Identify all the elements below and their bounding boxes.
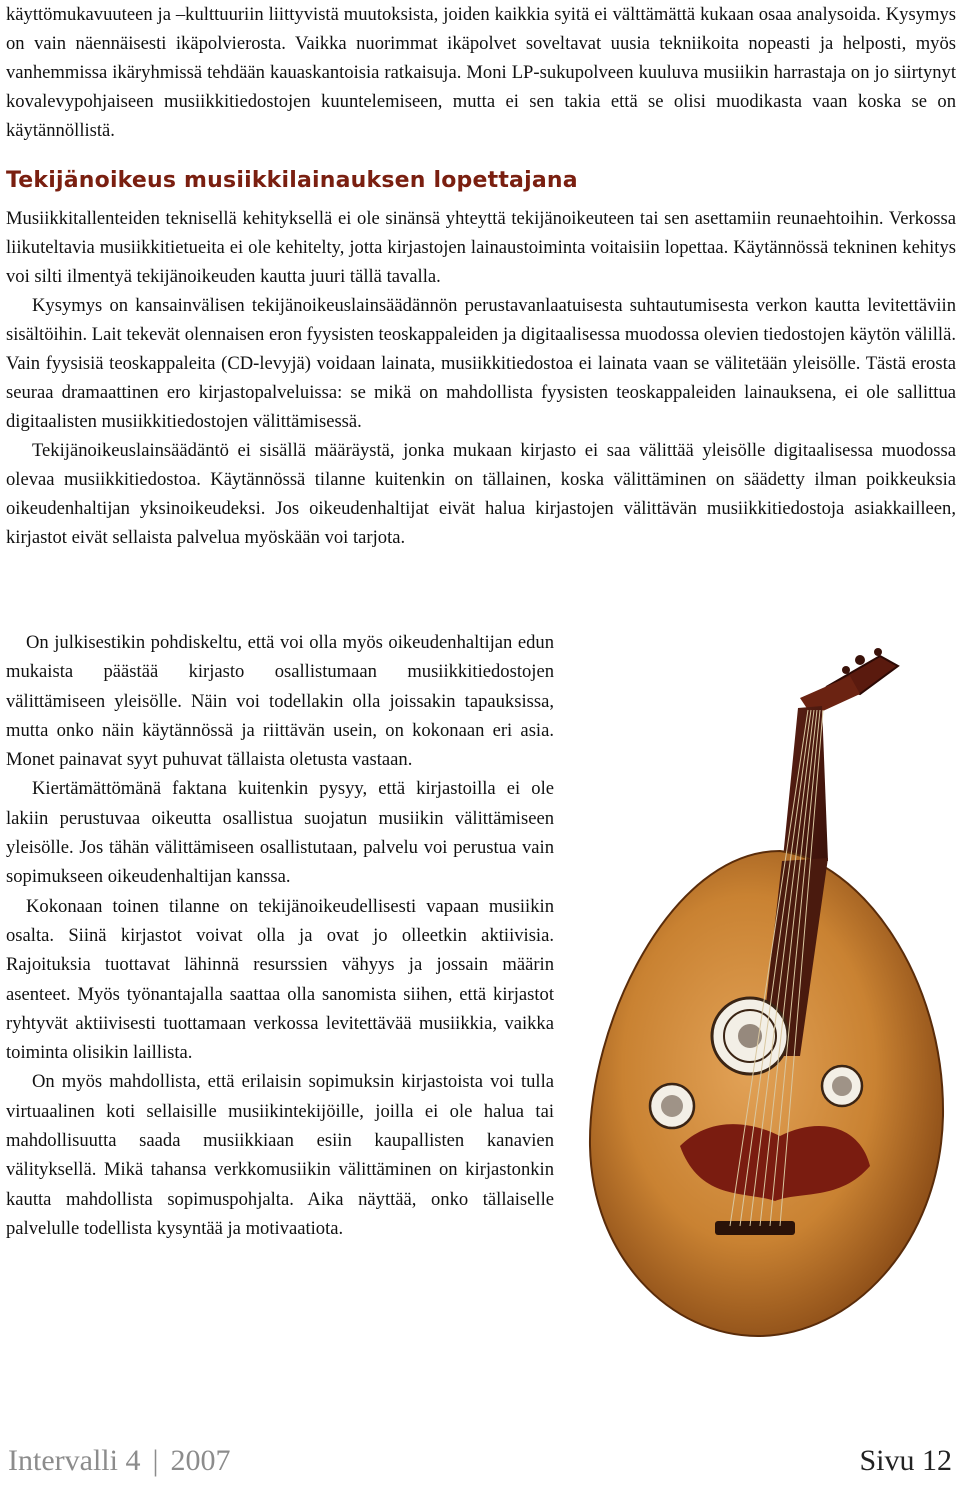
section-paragraph-3: Tekijänoikeuslainsäädäntö ei sisällä määräystä, jonka mukaan kirjasto ei saa välittää yleisölle digitaalisessa muodossa olevaa musiikkitiedostoa. Käytännössä tilanne kuitenkin on tällainen, koska välittäminen on säädetty ilman poikkeuksia oikeudenhaltijan yksinoikeudeksi. Jos oikeudenhaltijat eivät halua kirjastojen välittävän musiikkitiedostoja asiakkailleen, kirjastot eivät sellaista palvelua myöskään voi tarjota.: [6, 440, 956, 548]
section-paragraph-1: Musiikkitallenteiden teknisellä kehityksellä ei ole sinänsä yhteyttä tekijänoikeuteen tai sen asettamiin reunaehtoihin. Verkossa liikuteltavia musiikkitietueita ei ole kehitelty, jotta kirjastojen lainaustoiminta voitaisiin lopettaa. Käytännössä tekninen kehitys voi silti ilmentyä tekijänoikeuden kautta juuri tällä tavalla.: [6, 208, 956, 287]
intro-paragraph: käyttömukavuuteen ja –kulttuuriin liittyvistä muutoksista, joiden kaikkia syitä ei välttämättä kukaan osaa analysoida. Kysymys on vain näennäisesti ikäpolvierosta. Vaikka nuorimmat ikäpolvet soveltavat uusia tekniikoita nopeasti ja helposti, myös vanhemmissa ikäryhmissä tehdään kauaskantoisia ratkaisuja. Moni LP-sukupolveen kuuluva musiikin harrastaja on jo siirtynyt kovalevypohjaiseen musiikkitiedostojen kuuntelemiseen, mutta ei sen takia että se olisi muodikasta vaan koska se on käytännöllistä.: [6, 4, 956, 141]
intro-block: [6, 0, 956, 145]
column-paragraph-1: On julkisestikin pohdiskeltu, että voi olla myös oikeudenhaltijan edun mukaista päästää kirjasto osallistumaan musiikkitiedostojen välittämiseen yleisölle. Näin voi todellakin olla joissakin tapauksissa, mutta onko näin käytännössä ja riittävän usein, on kokonaan eri asia. Monet painavat syyt puhuvat tällaista oletusta vastaan.: [6, 632, 554, 771]
section-paragraph-2: Kysymys on kansainvälisen tekijänoikeuslainsäädännön perustavanlaatuisesta suhtautumisesta verkon kautta levitettäviin sisältöihin. Lait tekevät olennaisen eron fyysisten teoskappaleiden ja digitaalisessa muodossa olevien tiedostojen käytön välillä. Vain fyysisiä teoskappaleita (CD-levyjä) voidaan lainata, musiikkitiedostoa ei lainata vaan se välitetään yleisölle. Tästä erosta seuraa dramaattinen ero kirjastopalveluissa: se mikä on mahdollista fyysisten teoskappaleiden lainauksena, ei ole sallittua digitaalisten musiikkitiedostojen välittämisessä.: [6, 295, 956, 432]
column-paragraph-2: Kiertämättömänä faktana kuitenkin pysyy, että kirjastoilla ei ole lakiin perustuvaa oikeutta osallistua suojatun musiikin välittämiseen yleisölle. Jos tähän välittämiseen osallistutaan, palvelu voi perustua vain sopimukseen oikeudenhaltijan kanssa.: [6, 778, 554, 888]
oud-lute-illustration: [560, 646, 960, 1346]
section-heading: Tekijänoikeus musiikkilainauksen lopettajana: [6, 168, 578, 193]
section-body: [6, 204, 956, 552]
publication-year: 2007: [170, 1444, 231, 1477]
footer-separator: |: [152, 1444, 159, 1477]
publication-name: Intervalli 4: [8, 1444, 141, 1477]
column-paragraph-4: On myös mahdollista, että erilaisin sopimuksin kirjastoista voi tulla virtuaalinen koti sellaisille musiikintekijöille, joilla ei ole halua tai mahdollisuutta saada musiikkiaan esiin kaupallisten kanavien välityksellä. Mikä tahansa verkkomusiikin välittäminen on kirjastonkin kautta mahdollista sopimuspohjalta. Aika näyttää, onko tällaiselle palvelulle todellista kysyntää ja motivaatiota.: [6, 1071, 554, 1239]
column-paragraph-3: Kokonaan toinen tilanne on tekijänoikeudellisesti vapaan musiikin osalta. Siinä kirjastot voivat olla ja ovat jo olleetkin aktiivisia. Rajoituksia tuottavat lähinnä resurssien vähyys ja jossain määrin asenteet. Myös työnantajalla saattaa olla sanomista siihen, että kirjastot ryhtyvät aktiivisesti tuottamaan verkossa levitettävää musiikkia, vaikka toiminta olisikin laillista.: [6, 895, 554, 1064]
narrow-column: [6, 628, 554, 1243]
page-number: Sivu 12: [859, 1444, 952, 1477]
footer-publication: [8, 1444, 230, 1478]
